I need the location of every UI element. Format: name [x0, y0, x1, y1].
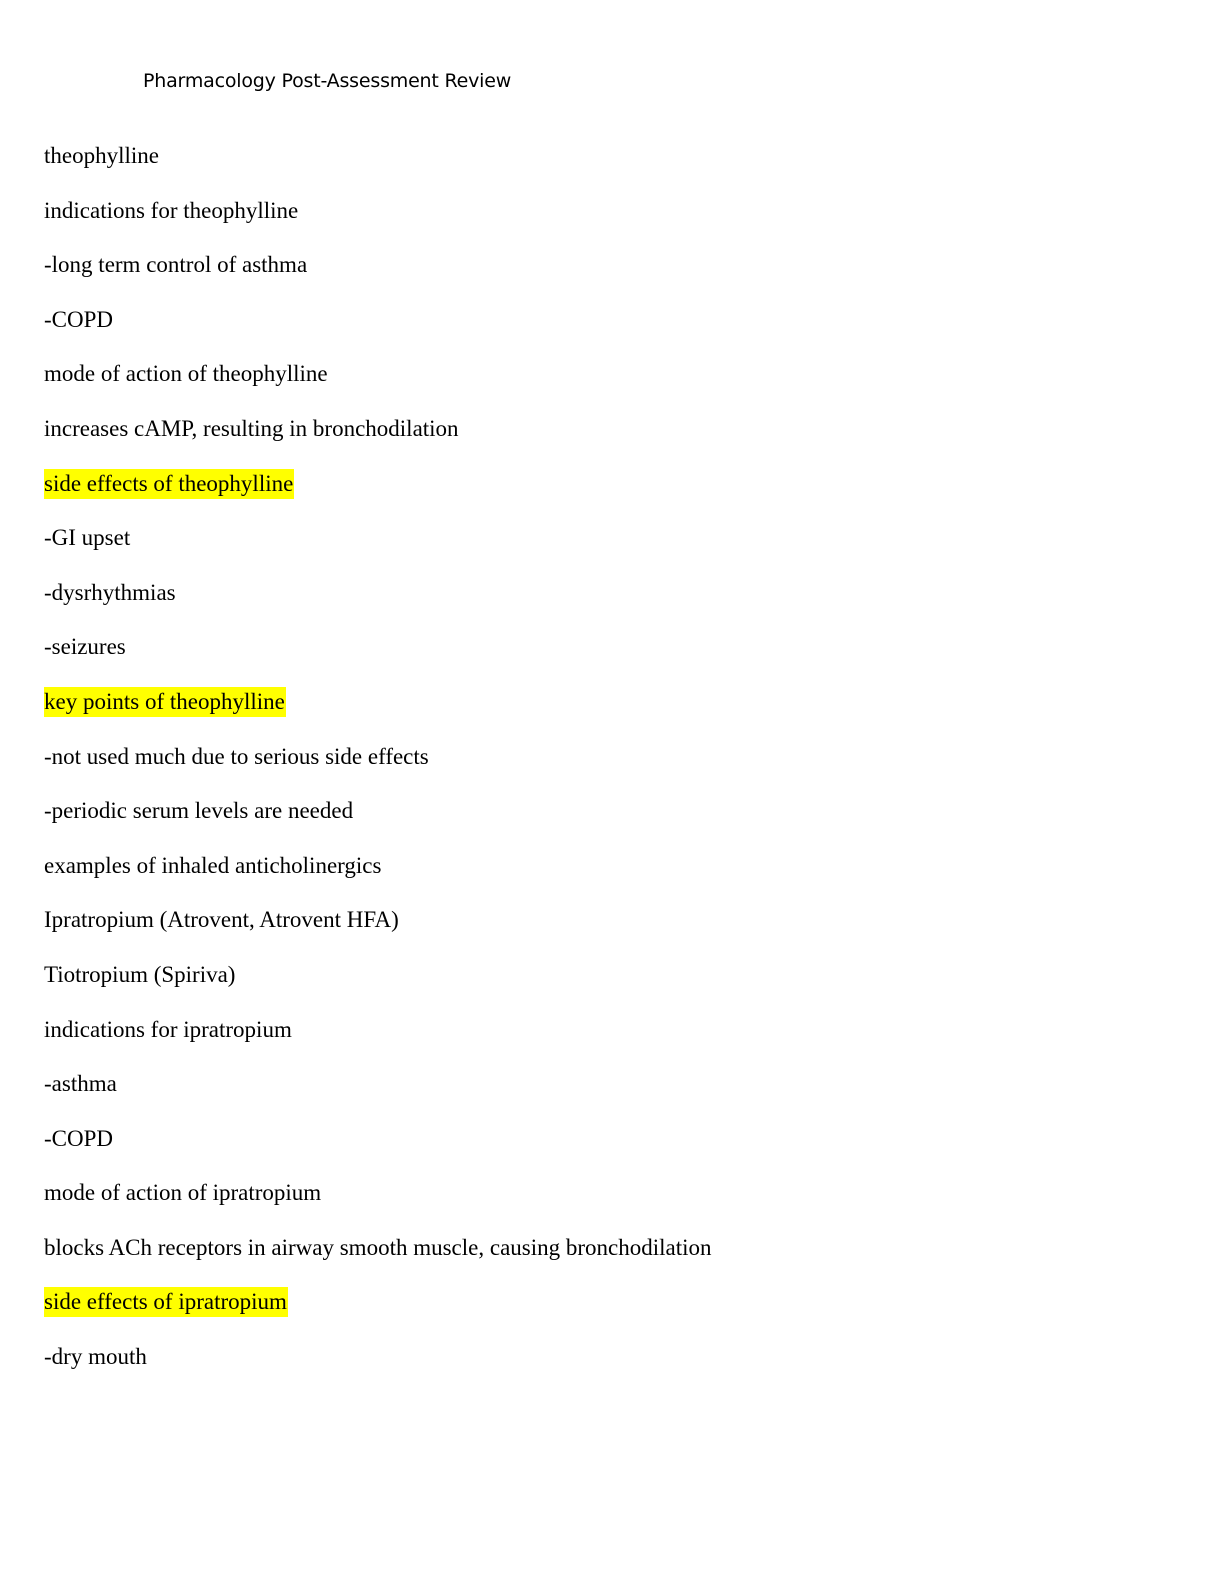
text-line — [44, 742, 713, 797]
highlighted-heading-line — [44, 469, 713, 524]
line-text: key points of theophylline — [44, 687, 286, 717]
text-line — [44, 359, 713, 414]
line-text: Ipratropium (Atrovent, Atrovent HFA) — [44, 907, 399, 933]
line-text: mode of action of theophylline — [44, 361, 328, 387]
text-line — [44, 414, 713, 469]
line-text: indications for ipratropium — [44, 1016, 292, 1042]
line-text: side effects of theophylline — [44, 469, 294, 499]
text-line — [44, 905, 713, 960]
line-text: -periodic serum levels are needed — [44, 798, 354, 824]
line-text: -long term control of asthma — [44, 252, 308, 278]
text-line — [44, 250, 713, 305]
line-text: examples of inhaled anticholinergics — [44, 852, 382, 878]
text-line — [44, 1178, 713, 1233]
line-text: indications for theophylline — [44, 197, 299, 223]
line-text: side effects of ipratropium — [44, 1287, 288, 1317]
line-text: -seizures — [44, 634, 126, 660]
text-line — [44, 796, 713, 851]
text-line — [44, 305, 713, 360]
text-line — [44, 1015, 713, 1070]
text-line — [44, 523, 713, 578]
line-text: increases cAMP, resulting in bronchodilation — [44, 415, 459, 441]
text-line — [44, 196, 713, 251]
text-line — [44, 141, 713, 196]
line-text: blocks ACh receptors in airway smooth muscle, causing bronchodilation — [44, 1234, 712, 1260]
text-line — [44, 960, 713, 1015]
text-line — [44, 1342, 713, 1397]
highlighted-heading-line — [44, 1287, 713, 1342]
line-text: theophylline — [44, 143, 159, 168]
line-text: -GI upset — [44, 525, 131, 551]
line-text: -asthma — [44, 1071, 117, 1097]
line-text: Tiotropium (Spiriva) — [44, 961, 236, 987]
line-text: -dysrhythmias — [44, 579, 176, 605]
text-line — [44, 1124, 713, 1179]
document-title: Pharmacology Post-Assessment Review — [143, 70, 512, 92]
highlighted-heading-line — [44, 687, 713, 742]
line-text: -COPD — [44, 1125, 114, 1151]
line-text: mode of action of ipratropium — [44, 1180, 322, 1206]
text-line — [44, 632, 713, 687]
line-text: -dry mouth — [44, 1344, 147, 1370]
text-line — [44, 1233, 713, 1288]
line-text: -not used much due to serious side effects — [44, 743, 429, 769]
text-line — [44, 578, 713, 633]
text-line — [44, 851, 713, 906]
text-line — [44, 1069, 713, 1124]
line-text: -COPD — [44, 306, 114, 332]
document-body — [44, 141, 713, 1397]
